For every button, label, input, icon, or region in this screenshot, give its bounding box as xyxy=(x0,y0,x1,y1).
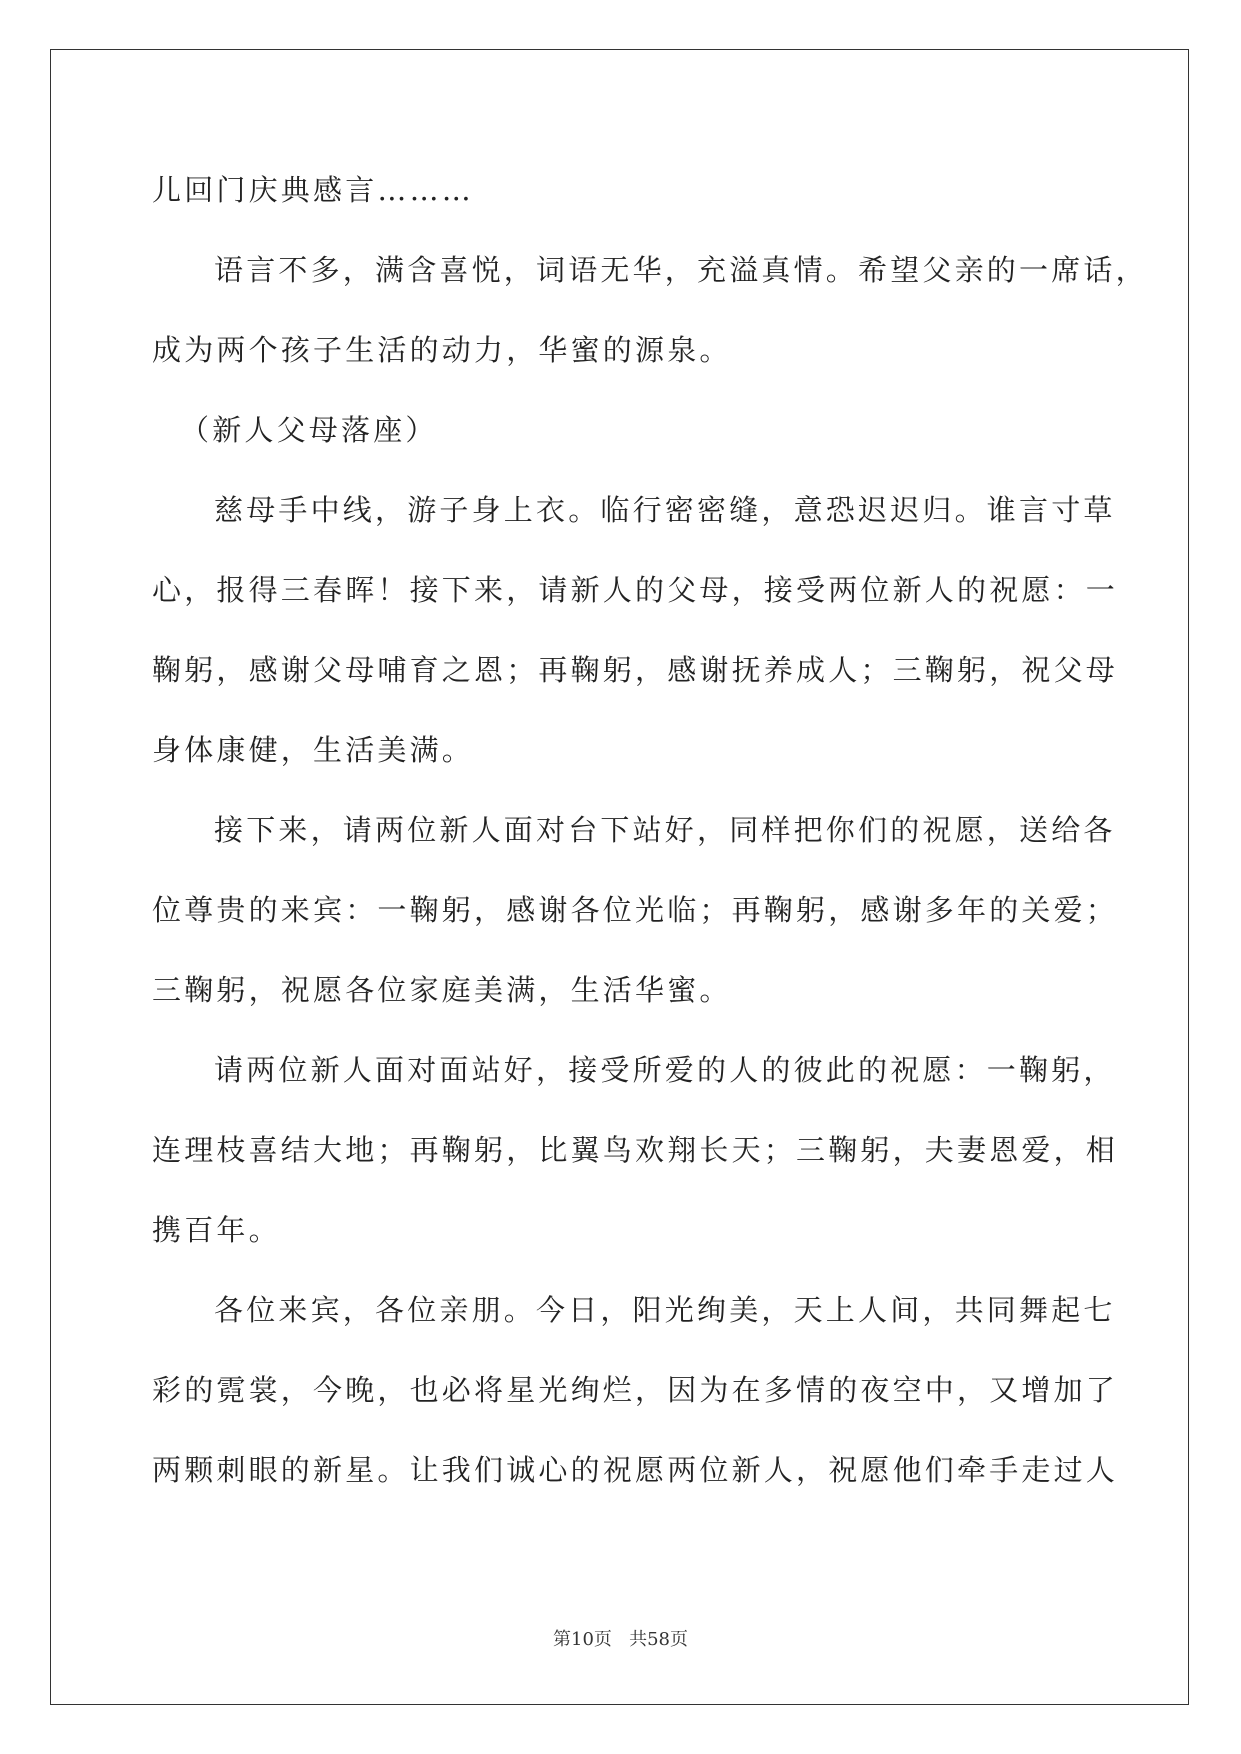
text-line: 成为两个孩子生活的动力，华蜜的源泉。 xyxy=(152,333,732,367)
text-line: 身体康健，生活美满。 xyxy=(152,733,475,767)
text-line: 鞠躬，感谢父母哺育之恩；再鞠躬，感谢抚养成人；三鞠躬，祝父母 xyxy=(152,653,1119,687)
text-line: 语言不多，满含喜悦，词语无华，充溢真情。希望父亲的一席话， xyxy=(214,253,1148,287)
text-line: 心，报得三春晖！接下来，请新人的父母，接受两位新人的祝愿：一 xyxy=(152,573,1119,607)
text-line: 两颗刺眼的新星。让我们诚心的祝愿两位新人，祝愿他们牵手走过人 xyxy=(152,1453,1119,1487)
text-line: 三鞠躬，祝愿各位家庭美满，生活华蜜。 xyxy=(152,973,732,1007)
text-line: 连理枝喜结大地；再鞠躬，比翼鸟欢翔长天；三鞠躬，夫妻恩爱，相 xyxy=(152,1133,1119,1167)
text-line: （新人父母落座） xyxy=(180,413,438,447)
page-number-footer: 第10页 共58页 xyxy=(553,1629,688,1650)
text-line: 儿回门庆典感言……… xyxy=(152,173,475,207)
text-line: 彩的霓裳，今晚，也必将星光绚烂，因为在多情的夜空中，又增加了 xyxy=(152,1373,1119,1407)
text-line: 请两位新人面对面站好，接受所爱的人的彼此的祝愿：一鞠躬， xyxy=(214,1053,1116,1087)
text-line: 接下来，请两位新人面对台下站好，同样把你们的祝愿，送给各 xyxy=(214,813,1116,847)
text-line: 位尊贵的来宾：一鞠躬，感谢各位光临；再鞠躬，感谢多年的关爱； xyxy=(152,893,1119,927)
text-line: 携百年。 xyxy=(152,1213,281,1247)
text-line: 各位来宾，各位亲朋。今日，阳光绚美，天上人间，共同舞起七 xyxy=(214,1293,1116,1327)
text-line: 慈母手中线，游子身上衣。临行密密缝，意恐迟迟归。谁言寸草 xyxy=(214,493,1116,527)
